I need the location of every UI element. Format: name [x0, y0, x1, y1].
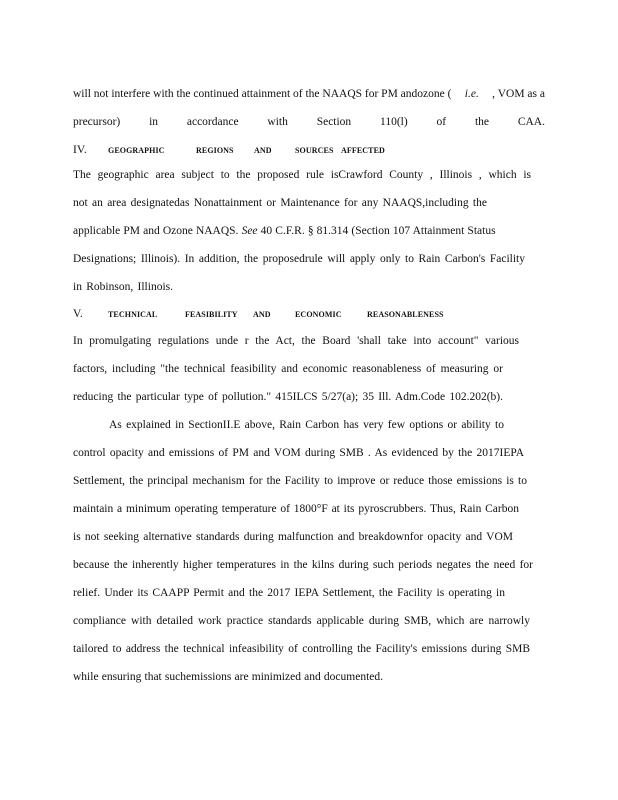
para1-line-2: not an area designatedas Nonattainment or Maintenance for any NAAQS,including the — [73, 197, 487, 209]
para3-line-4: maintain a minimum operating temperature of 1800°F at its pyroscrubbers. Thus, Rain Carbon — [73, 503, 519, 515]
para1-line-3b: 40 C.F.R. § 81.314 (Section 107 Attainment Status — [260, 225, 496, 237]
para3-line-5: is not seeking alternative standards during malfunction and breakdownfor opacity and VOM — [73, 531, 513, 543]
text-line-1-end: , VOM as a — [492, 88, 545, 100]
text-line-1 — [73, 87, 545, 101]
para2-line-3: reducing the particular type of pollution." 415ILCS 5/27(a); 35 Ill. Adm.Code 102.202(b). — [73, 391, 503, 403]
para3-line-7: relief. Under its CAAPP Permit and the 2017 IEPA Settlement, the Facility is operating in — [73, 587, 505, 599]
section-iv-number: IV. — [73, 144, 87, 156]
heading-word: GEOGRAPHIC — [108, 146, 165, 155]
para1-line-3a: applicable PM and Ozone NAAQS. — [73, 225, 239, 237]
heading-word: AFFECTED — [341, 146, 385, 155]
para3-line-9: tailored to address the technical infeasibility of controlling the Facility's emissions during SMB — [73, 643, 530, 655]
section-v-number: V. — [73, 308, 83, 320]
text-line-1-main: will not interfere with the continued attainment of the NAAQS for PM andozone ( — [73, 88, 452, 100]
heading-word: SOURCES — [295, 146, 334, 155]
para1-line-1: The geographic area subject to the proposed rule isCrawford County , Illinois , which is — [73, 169, 531, 181]
heading-word: TECHNICAL — [108, 310, 158, 319]
para3-line-6: because the inherently higher temperatures in the kilns during such periods negates the need for — [73, 559, 533, 571]
para2-line-1: In promulgating regulations unde r the Act, the Board 'shall take into account" various — [73, 335, 519, 347]
para1-line-3 — [73, 224, 499, 238]
heading-word: ECONOMIC — [295, 310, 342, 319]
ie-abbrev: i.e. — [464, 88, 479, 100]
para1-line-4: Designations; Illinois). In addition, the proposedrule will apply only to Rain Carbon's Facility — [73, 253, 525, 265]
para3-line-3: Settlement, the principal mechanism for the Facility to improve or reduce those emissions is to — [73, 475, 527, 487]
para3-line-10: while ensuring that suchemissions are minimized and documented. — [73, 671, 383, 683]
para3-line-8: compliance with detailed work practice standards applicable during SMB, which are narrowly — [73, 615, 530, 627]
para2-line-2: factors, including "the technical feasibility and economic reasonableness of measuring or — [73, 363, 503, 375]
heading-word: AND — [253, 310, 271, 319]
heading-word: REASONABLENESS — [367, 310, 444, 319]
para3-line-1: As explained in SectionII.E above, Rain Carbon has very few options or ability to — [109, 419, 504, 431]
heading-word: FEASIBILITY — [185, 310, 238, 319]
para1-line-5: in Robinson, Illinois. — [73, 281, 173, 293]
para3-line-2: control opacity and emissions of PM and VOM during SMB . As evidenced by the 2017IEPA — [73, 447, 524, 459]
heading-word: REGIONS — [196, 146, 234, 155]
text-line-2: precursor) in accordance with Section 110(l) of the CAA. — [73, 116, 545, 128]
heading-word: AND — [254, 146, 272, 155]
see-signal: See — [241, 225, 258, 237]
